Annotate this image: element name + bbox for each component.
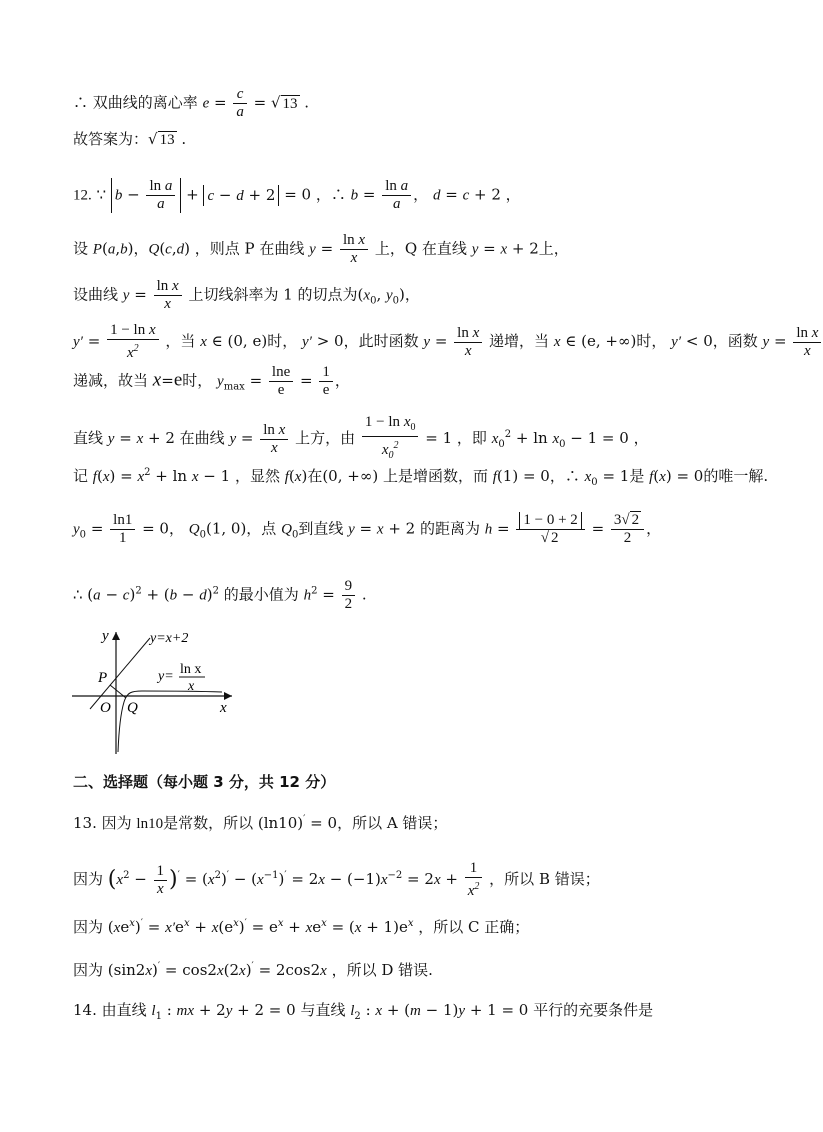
option-b-line: 因为 ($x^2$ − $\frac{1}{x}$ )$' = (x^2)' - (x^{-1})' = 2x - (-1)x^{-2} = 2x$ + $\frac{1}{x^2}$ ，所以 B 错误； (73, 860, 600, 899)
option-c-line: 因为 $(xe^x)' = x'e^x + x(e^x)' = e^x + xe^x = (x + 1)e^x$ ，所以 C 正确； (73, 918, 530, 936)
option-d-line: 因为 (sin2x)′ = cos2x(2x)′ = 2cos2x ，所以 D 错误. (73, 961, 433, 979)
eccentricity-line: ∴ 双曲线的离心率 e = $\frac{c}{a}$ = √ 13 . (73, 86, 310, 120)
distance-line: $y_0$ = $\frac{\ln 1}{1}$ = 0， $Q_0(1$, 0)，点 $Q_0$到直线 y = x + 2 的距离为 h = $\frac{1 - 0 + 2}{√ 2}$ = $\frac{3√ 2}{2}$ ， (73, 512, 662, 546)
tangent-line: 设曲线 y = $\frac{\text{ln x}}{x}$ 上切线斜率为 1 的切点为($x_0$, $y_0$)， (73, 278, 420, 312)
problem-13-line: 13. 因为 ln10是常数，所以 (ln10)′ = 0，所以 A 错误； (73, 814, 448, 832)
derivative-line: y′ = $\frac{\text{1 − ln x}}{x^2}$ ，当 x ∈ (0, e)时， y′ > 0，此时函数 y = $\frac{\text{ln x}}{x}$ 递增，当 x ∈ (e, +∞)时， y′ < 0，函数 y = $\frac{\text{ln x}}{x}$ (73, 322, 823, 362)
curve-label-denominator: x (188, 679, 195, 694)
unique-solution-line: 记 $f(x) = x^2 + \ln x - 1$ ，显然 f(x)在(0, +∞) 上是增函数，而 f(1) = 0，∴ $x_0 = 1$是 f(x) = 0的唯一解. (73, 467, 769, 488)
answer-line: 故答案为：√ 13 . (73, 130, 187, 148)
section-heading: 二、选择题（每小题 3 分，共 12 分） (73, 773, 336, 791)
maximum-line: 递减，故当 x=e时， $y_{max}$ = $\frac{\ln e}{e}$ = $\frac{1}{e}$ ， (73, 364, 350, 398)
problem-14-line: 14. 由直线 $l_1$ : mx + 2y + 2 = 0 与直线 $l_2$ : x + (m − 1)y + 1 = 0 平行的充要条件是 (73, 1001, 654, 1022)
origin-label: O (100, 700, 111, 716)
function-graph (72, 626, 242, 758)
curve-label-lhs: y= (158, 669, 174, 684)
point-definition-line: 设 P(a,b)，Q(c,d) ，则点 P 在曲线 y = $\frac{\text{ln x}}{x}$ 上，Q 在直线 y = x + 2上， (73, 232, 569, 266)
y-axis-label: y (102, 628, 109, 644)
problem-12-line: 12. ∵ b − $\frac{\text{ln a}}{a}$ + c − d + 2 = 0 ，∴ b = $\frac{\text{ln a}}{a}$ ， d = c + 2 ， (73, 178, 521, 212)
minimum-value-line: ∴ $(a - c)^2 + (b - d)^2$ 的最小值为 $h^2$ = $\frac{9}{2}$ . (73, 578, 367, 612)
point-P-label: P (98, 670, 108, 686)
line-label: y=x+2 (150, 631, 189, 646)
point-Q-label: Q (127, 700, 138, 716)
curve-label-numerator: ln x (180, 662, 202, 677)
x-axis-arrow-icon (224, 692, 232, 700)
y-axis-arrow-icon (112, 632, 120, 640)
x-axis-label: x (220, 700, 227, 716)
above-curve-line: 直线 y = x + 2 在曲线 y = $\frac{\text{ln x}}{x}$ 上方，由 $\frac{1 - \ln x_0}{x_0^2}$ = 1 ，即 $x_0^2 + \ln x_0 - 1 = 0$ ， (73, 414, 649, 461)
